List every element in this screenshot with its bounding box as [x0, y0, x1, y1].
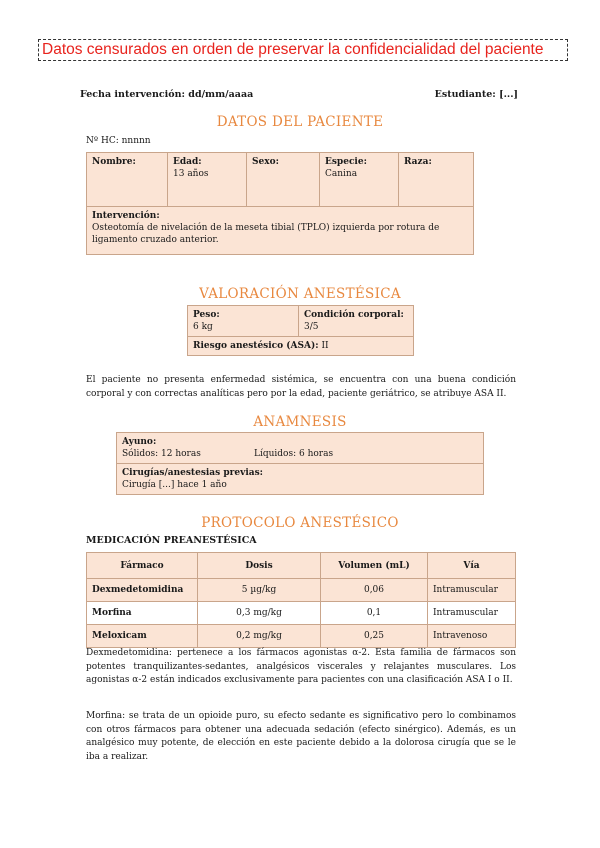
col-volumen: Volumen (mL): [321, 553, 428, 579]
drug-dose: 5 µg/kg: [198, 579, 321, 602]
morfina-paragraph: Morfina: se trata de un opioide puro, su efecto sedante es significativo pero lo combinamos con otros fármacos para obtener una adecuada sedación (efecto sinérgico). Además, es un analgésico muy potente, de elección en este paciente debido a la dolorosa cirugía que se le iba a realizar.: [86, 711, 516, 762]
patient-table: [86, 152, 474, 255]
valoracion-table: [187, 305, 414, 356]
section-anamnesis: ANAMNESIS: [253, 414, 347, 430]
dexmedetomidina-paragraph: Dexmedetomidina: pertenece a los fármacos agonistas α-2. Esta familia de fármacos son potentes tranquilizantes-sedantes, analgésicos viscerales y relajantes musculares. Los agonistas α-2 están indicados exclusivamente para pacientes con una clasificación ASA I o II.: [86, 648, 516, 685]
intervencion-cell: Intervención: Osteotomía de nivelación de la meseta tibial (TPLO) izquierda por rotura de ligamento cruzado anterior.: [87, 207, 474, 255]
drug-volume: 0,25: [321, 625, 428, 648]
especie-cell: Especie: Canina: [320, 153, 399, 207]
section-datos-paciente: DATOS DEL PACIENTE: [216, 114, 384, 130]
anamnesis-table: [116, 432, 484, 495]
drug-volume: 0,1: [321, 602, 428, 625]
riesgo-cell: Riesgo anestésico (ASA): II: [188, 337, 414, 356]
table-row: [87, 625, 516, 648]
table-row: [87, 602, 516, 625]
col-via: Vía: [428, 553, 516, 579]
medication-table: [86, 552, 516, 648]
drug-name: Dexmedetomidina: [87, 579, 198, 602]
condicion-cell: Condición corporal: 3/5: [299, 306, 414, 337]
solidos: Sólidos: 12 horas: [122, 449, 201, 459]
edad-cell: Edad: 13 años: [168, 153, 247, 207]
drug-name: Meloxicam: [87, 625, 198, 648]
medicacion-preanestesica-title: MEDICACIÓN PREANESTÉSICA: [86, 535, 257, 546]
drug-name: Morfina: [87, 602, 198, 625]
col-dosis: Dosis: [198, 553, 321, 579]
drug-volume: 0,06: [321, 579, 428, 602]
sexo-cell: Sexo:: [247, 153, 320, 207]
drug-route: Intramuscular: [428, 602, 516, 625]
col-farmaco: Fármaco: [87, 553, 198, 579]
ayuno-cell: Ayuno: Sólidos: 12 horas Líquidos: 6 horas: [117, 433, 484, 464]
raza-cell: Raza:: [399, 153, 474, 207]
valoracion-paragraph: El paciente no presenta enfermedad sistémica, se encuentra con una buena condición corporal y con correctas analíticas pero por la edad, paciente geriátrico, se atribuye ASA II.: [86, 375, 516, 399]
section-valoracion-anestesica: VALORACIÓN ANESTÉSICA: [199, 286, 401, 302]
drug-dose: 0,3 mg/kg: [198, 602, 321, 625]
confidentiality-banner: Datos censurados en orden de preservar la confidencialidad del paciente: [38, 39, 568, 61]
section-protocolo-anestesico: PROTOCOLO ANESTÉSICO: [201, 515, 399, 531]
numero-hc: Nº HC: nnnnn: [86, 136, 151, 146]
fecha-intervencion: Fecha intervención: dd/mm/aaaa: [80, 89, 254, 100]
drug-dose: 0,2 mg/kg: [198, 625, 321, 648]
peso-cell: Peso: 6 kg: [188, 306, 299, 337]
cirugias-cell: Cirugías/anestesias previas: Cirugía [...] hace 1 año: [117, 464, 484, 495]
nombre-cell: Nombre:: [87, 153, 168, 207]
estudiante: Estudiante: [...]: [434, 89, 518, 100]
table-row: [87, 579, 516, 602]
drug-route: Intravenoso: [428, 625, 516, 648]
drug-route: Intramuscular: [428, 579, 516, 602]
liquidos: Líquidos: 6 horas: [254, 449, 334, 459]
